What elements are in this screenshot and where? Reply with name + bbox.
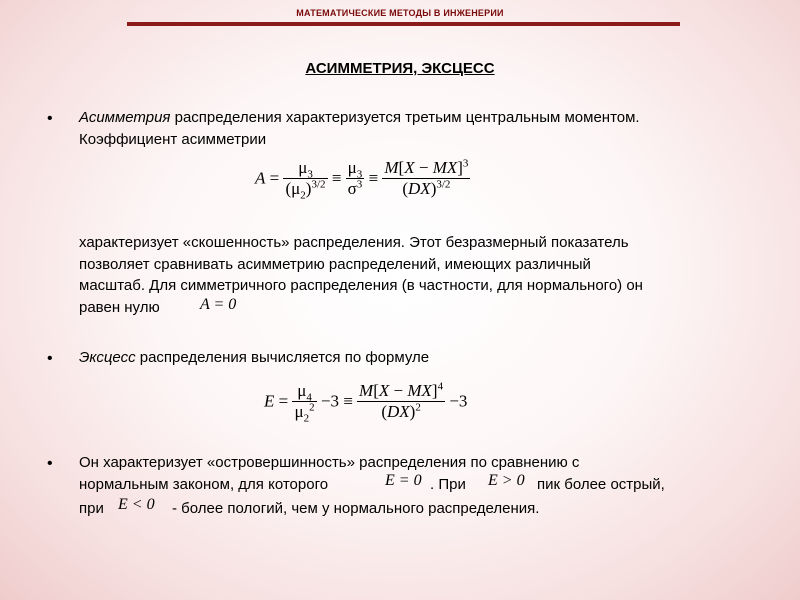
paragraph-line: масштаб. Для симметричного распределения (в частности, для нормального) он [79,277,643,294]
paragraph-line: - более пологий, чем у нормального распределения. [172,500,540,517]
paragraph-line: при [79,500,104,517]
fraction-denominator: (DX)$^2$ [381,401,421,421]
formula-fraction [357,381,445,422]
fraction-numerator: M[X − MX]$^4$ [359,380,444,400]
formula-fraction [382,158,470,199]
paragraph-line: . При [430,476,466,493]
formula-fraction [283,158,327,202]
fraction-denominator: (DX)$^{3/2}$ [402,178,451,198]
excess-formula [264,380,468,425]
inline-formula: A = 0 [200,296,237,313]
inline-formula: E < 0 [118,496,155,513]
asymmetry-formula [255,157,470,202]
paragraph-line: Он характеризует «островершинность» распределения по сравнению с [79,454,580,471]
paragraph-line [79,108,640,128]
formula-symbol: −3 [449,391,468,411]
fraction-numerator: $\mu_3$ [283,158,327,179]
fraction-denominator: $\mu_2^2$ [294,401,315,425]
paragraph-line: равен нулю [79,299,160,316]
term-excess: Эксцесс [79,349,136,366]
bullet-marker: • [47,110,53,127]
formula-symbol: = [278,391,289,411]
bullet-marker: • [47,350,53,367]
formula-fraction [346,158,365,199]
paragraph-line: позволяет сравнивать асимметрию распределений, имеющих различный [79,256,591,273]
paragraph-line: Коэффициент асимметрии [79,131,267,148]
formula-symbol: A [255,168,266,188]
formula-symbol: E [264,391,275,411]
text-fragment: распределения характеризуется третьим центральным моментом. [170,109,640,126]
fraction-denominator: $(\mu_2)^{3/2}$ [285,178,326,202]
formula-fraction [292,381,316,425]
fraction-numerator: M[X − MX]$^3$ [384,157,469,177]
text-fragment: распределения вычисляется по формуле [135,349,430,366]
paragraph-line: пик более острый, [537,476,665,493]
formula-symbol: ≡ [331,168,342,188]
paragraph-line: нормальным законом, для которого [79,476,329,493]
slide-title: АСИММЕТРИЯ, ЭКСЦЕСС [305,60,495,77]
formula-symbol: = [269,168,280,188]
paragraph-line: характеризует «скошенность» распределения. Этот безразмерный показатель [79,234,629,251]
bullet-marker: • [47,455,53,472]
formula-symbol: −3 [320,391,339,411]
inline-formula: E > 0 [488,472,525,489]
paragraph-line [79,348,429,368]
term-asymmetry: Асимметрия [79,109,171,126]
fraction-denominator: $\sigma^3$ [347,178,363,198]
formula-symbol: ≡ [343,391,353,411]
fraction-numerator: $\mu_4$ [292,381,316,402]
header-rule [127,22,680,26]
header-title: МАТЕМАТИЧЕСКИЕ МЕТОДЫ В ИНЖЕНЕРИИ [296,8,504,18]
formula-symbol: ≡ [368,168,379,188]
inline-formula: E = 0 [385,472,422,489]
fraction-numerator: $\mu_3$ [346,158,365,179]
